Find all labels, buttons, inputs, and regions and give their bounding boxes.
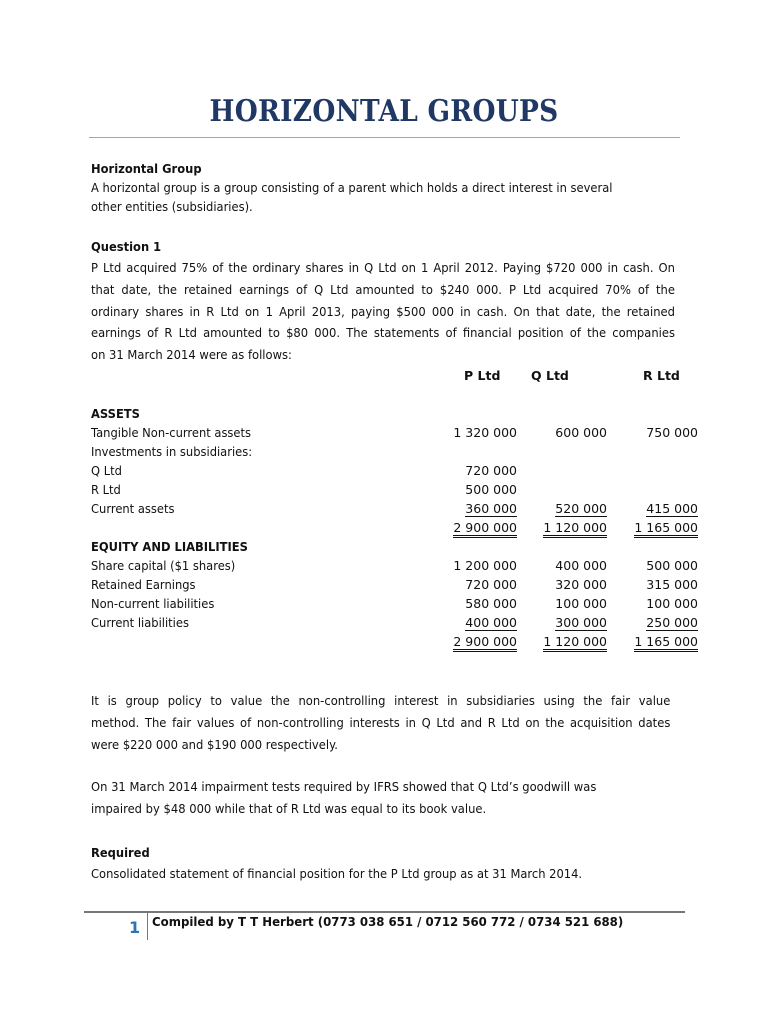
table-row xyxy=(0,596,768,615)
table-header-row xyxy=(0,368,768,387)
question-line: earnings of R Ltd amounted to $80 000. The statements of financial position of the companies xyxy=(91,325,675,341)
cell-q: 100 000 xyxy=(555,596,607,611)
cell-q: 400 000 xyxy=(555,558,607,573)
row-label: Non-current liabilities xyxy=(91,596,215,611)
table-row xyxy=(0,577,768,596)
cell-q-value: 300 000 xyxy=(555,615,607,630)
cell-p-value: 400 000 xyxy=(465,615,517,630)
cell-p: 720 000 xyxy=(465,463,517,478)
total-r xyxy=(598,634,698,649)
assets-heading: ASSETS xyxy=(91,406,140,421)
row-label: Current assets xyxy=(91,501,175,516)
row-label: Tangible Non-current assets xyxy=(91,425,252,440)
impairment-line: impaired by $48 000 while that of R Ltd was equal to its book value. xyxy=(91,800,487,816)
total-p-value: 2 900 000 xyxy=(453,520,517,538)
total-r-value: 1 165 000 xyxy=(634,634,698,652)
policy-line: It is group policy to value the non-controlling interest in subsidiaries using the fair value xyxy=(91,693,671,708)
cell-r: 315 000 xyxy=(646,577,698,592)
equity-heading-row xyxy=(0,539,768,558)
total-r-value: 1 165 000 xyxy=(634,520,698,538)
question-line: P Ltd acquired 75% of the ordinary shares in Q Ltd on 1 April 2012. Paying $720 000 in cash. On xyxy=(91,260,675,275)
table-row xyxy=(0,558,768,577)
cell-r xyxy=(598,501,698,516)
cell-p: 1 320 000 xyxy=(453,425,517,440)
column-header-p-ltd: P Ltd xyxy=(464,368,501,383)
policy-line: method. The fair values of non-controlling interests in Q Ltd and R Ltd on the acquisition dates xyxy=(91,714,671,730)
cell-q: 600 000 xyxy=(555,425,607,440)
row-label: Retained Earnings xyxy=(91,577,196,592)
cell-q xyxy=(507,501,607,516)
table-row xyxy=(0,501,768,520)
cell-p: 580 000 xyxy=(465,596,517,611)
equity-total-row xyxy=(0,634,768,653)
row-label: Q Ltd xyxy=(91,463,122,478)
cell-r: 100 000 xyxy=(646,596,698,611)
table-row xyxy=(0,425,768,444)
footer-divider xyxy=(84,911,685,913)
total-p xyxy=(417,520,517,535)
total-q xyxy=(507,634,607,649)
table-row xyxy=(0,463,768,482)
total-q xyxy=(507,520,607,535)
question-heading: Question 1 xyxy=(91,239,162,254)
cell-q: 320 000 xyxy=(555,577,607,592)
cell-p: 720 000 xyxy=(465,577,517,592)
total-p-value: 2 900 000 xyxy=(453,634,517,652)
footer-separator xyxy=(147,913,148,940)
required-text: Consolidated statement of financial position for the P Ltd group as at 31 March 2014. xyxy=(91,866,583,881)
footer-credit: Compiled by T T Herbert (0773 038 651 / 0712 560 772 / 0734 521 688) xyxy=(152,914,624,929)
question-line: that date, the retained earnings of Q Ltd amounted to $240 000. P Ltd acquired 70% of the xyxy=(91,281,675,297)
table-row xyxy=(0,444,768,463)
total-p xyxy=(417,634,517,649)
table-row xyxy=(0,615,768,634)
total-q-value: 1 120 000 xyxy=(543,634,607,652)
assets-total-row xyxy=(0,520,768,539)
total-r xyxy=(598,520,698,535)
row-label: Investments in subsidiaries: xyxy=(91,444,253,459)
cell-r-value: 250 000 xyxy=(646,615,698,630)
table-row xyxy=(0,482,768,501)
column-header-r-ltd: R Ltd xyxy=(643,368,680,383)
intro-line-2: other entities (subsidiaries). xyxy=(91,199,253,214)
assets-heading-row xyxy=(0,406,768,425)
cell-p: 500 000 xyxy=(465,482,517,497)
policy-paragraph xyxy=(91,690,670,755)
cell-q-value: 520 000 xyxy=(555,501,607,516)
intro-line-1: A horizontal group is a group consisting of a parent which holds a direct interest in several xyxy=(91,180,613,195)
equity-heading: EQUITY AND LIABILITIES xyxy=(91,539,248,554)
cell-r-value: 415 000 xyxy=(646,501,698,516)
column-header-q-ltd: Q Ltd xyxy=(531,368,569,383)
cell-r: 500 000 xyxy=(646,558,698,573)
cell-p xyxy=(417,501,517,516)
cell-p-value: 360 000 xyxy=(465,501,517,516)
row-label: Share capital ($1 shares) xyxy=(91,558,236,573)
page-title: HORIZONTAL GROUPS xyxy=(209,94,559,129)
question-line: on 31 March 2014 were as follows: xyxy=(91,347,292,363)
required-heading: Required xyxy=(91,845,150,860)
impairment-line: On 31 March 2014 impairment tests required by IFRS showed that Q Ltd’s goodwill was xyxy=(91,779,597,794)
title-divider xyxy=(89,137,680,138)
cell-p xyxy=(417,615,517,630)
cell-r: 750 000 xyxy=(646,425,698,440)
page-number: 1 xyxy=(129,918,141,937)
cell-q xyxy=(507,615,607,630)
policy-line: were $220 000 and $190 000 respectively. xyxy=(91,736,338,752)
impairment-paragraph xyxy=(91,776,645,820)
cell-r xyxy=(598,615,698,630)
total-q-value: 1 120 000 xyxy=(543,520,607,538)
intro-heading: Horizontal Group xyxy=(91,161,202,176)
row-label: Current liabilities xyxy=(91,615,189,630)
cell-p: 1 200 000 xyxy=(453,558,517,573)
question-line: ordinary shares in R Ltd on 1 April 2013, paying $500 000 in cash. On that date, the retained xyxy=(91,303,675,319)
question-paragraph xyxy=(91,257,675,366)
row-label: R Ltd xyxy=(91,482,121,497)
